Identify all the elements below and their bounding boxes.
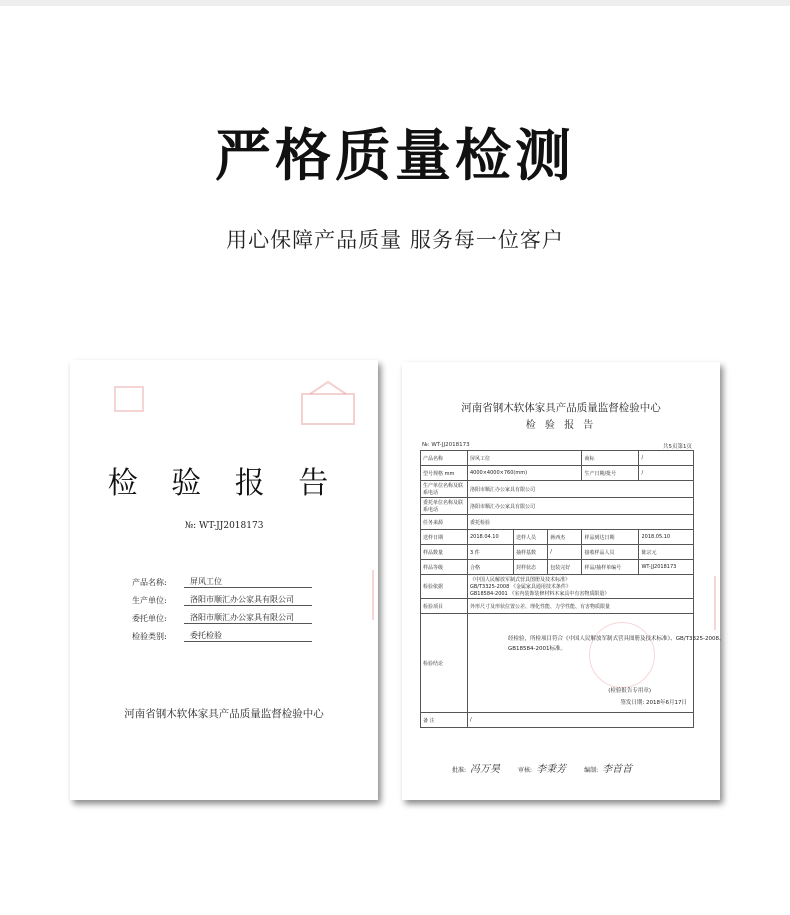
cell-label: 任务来源 <box>421 515 468 530</box>
table-row <box>421 515 694 530</box>
cell-label: 样品数量 <box>421 545 468 560</box>
field-value: 洛阳市顺汇办公家具有限公司 <box>184 594 312 606</box>
field-label: 委托单位: <box>132 614 167 623</box>
basis-line: 《中国人民解放军制式营具图册及技术标准》 <box>470 577 571 583</box>
cell-label: 备 注 <box>421 713 468 728</box>
stamp-mark <box>114 386 144 412</box>
cell-value: 蒋西杰 <box>548 530 582 545</box>
report-cover-page <box>70 360 378 800</box>
basis-line: GB18584-2001 《室内装饰装修材料木家具中有害物质限量》 <box>470 591 610 597</box>
table-row <box>421 599 694 614</box>
cell-label: 送样日期 <box>421 530 468 545</box>
table-row <box>421 481 694 498</box>
cell-label: 封样状态 <box>514 560 548 575</box>
cell-label: 产品名称 <box>421 451 468 466</box>
table-row <box>421 451 694 466</box>
field-client <box>132 606 312 624</box>
report-organization: 河南省钢木软体家具产品质量监督检验中心 <box>461 402 661 414</box>
field-label: 检验类别: <box>132 632 167 641</box>
cell-value: 2018.05.10 <box>639 530 694 545</box>
cover-title: 检 验 报 告 <box>107 466 341 501</box>
seam-stamp <box>364 570 374 620</box>
cell-label: 接收样品人员 <box>582 545 639 560</box>
cell-label: 样品到达日期 <box>582 530 639 545</box>
cell-value: / <box>639 451 694 466</box>
issue-date: 签发日期: 2018年6月17日 <box>620 700 687 706</box>
report-first-page <box>402 362 725 800</box>
conclusion-text: 经检验，所检项目符合《中国人民解放军制式营具图册及技术标准》、GB/T3325-2008、GB18584-2001标准。 <box>508 636 725 652</box>
cell-value: 屏风工位 <box>468 451 582 466</box>
cell-label: 检验项目 <box>421 599 468 614</box>
cell-value: WT-JJ2018173 <box>639 560 694 575</box>
signature-approve: 批准: 冯万昊 <box>452 764 501 775</box>
cell-value: 委托检验 <box>468 515 694 530</box>
field-label: 生产单位: <box>132 596 167 605</box>
page-info: 共5页第1页 <box>663 444 692 450</box>
table-row <box>421 614 694 713</box>
conclusion-cell <box>468 614 725 713</box>
signature-review: 审核: 李秉芳 <box>518 764 567 775</box>
report-number: №: WT-JJ2018173 <box>422 442 470 448</box>
cell-value: 洛阳市顺汇办公家具有限公司 <box>468 481 694 498</box>
field-value: 委托检验 <box>184 630 312 642</box>
cell-value: 2018.04.10 <box>468 530 514 545</box>
cell-value: 4000×4000×760(mm) <box>468 466 582 481</box>
top-divider <box>0 0 790 6</box>
cell-value: 合格 <box>468 560 514 575</box>
table-row <box>421 498 694 515</box>
cell-value: / <box>468 713 694 728</box>
cover-report-number: №: WT-JJ2018173 <box>184 521 264 531</box>
cell-label: 样品/抽样单编号 <box>582 560 639 575</box>
cell-label: 生产单位名称及联系电话 <box>421 481 468 498</box>
cell-label: 检验依据 <box>421 575 468 599</box>
signature-row <box>452 760 712 775</box>
field-value: 洛阳市顺汇办公家具有限公司 <box>184 612 312 624</box>
cell-label: 委托单位名称及联系电话 <box>421 498 468 515</box>
cell-value: 包装完好 <box>548 560 582 575</box>
cell-value: 洛阳市顺汇办公家具有限公司 <box>468 498 694 515</box>
table-row <box>421 545 694 560</box>
cell-label: 抽样基数 <box>514 545 548 560</box>
cell-label: 检验结论 <box>421 614 468 713</box>
cell-label: 商标 <box>582 451 639 466</box>
cell-label: 样品等级 <box>421 560 468 575</box>
field-product-name <box>132 570 312 588</box>
table-row <box>421 713 694 728</box>
basis-line: GB/T3325-2008 《金属家具通用技术条件》 <box>470 584 571 590</box>
field-value: 屏风工位 <box>184 576 312 588</box>
cell-value: / <box>548 545 582 560</box>
cell-label: 生产日期/批号 <box>582 466 639 481</box>
field-label: 产品名称: <box>132 578 167 587</box>
table-row <box>421 575 694 599</box>
page-headline: 严格质量检测 <box>215 124 575 189</box>
field-producer <box>132 588 312 606</box>
cell-value: 外形尺寸及形状位置公差、理化性能、力学性能、有害物质限量 <box>468 599 694 614</box>
inspection-seal <box>589 622 655 688</box>
cell-label: 送样人员 <box>514 530 548 545</box>
cell-value: 3 件 <box>468 545 514 560</box>
certification-seal <box>300 380 356 428</box>
cover-organization: 河南省钢木软体家具产品质量监督检验中心 <box>124 708 324 720</box>
page-subheadline: 用心保障产品质量 服务每一位客户 <box>226 228 564 252</box>
cell-label: 型号规格 mm <box>421 466 468 481</box>
cover-fields <box>132 570 312 642</box>
cell-value: / <box>639 466 694 481</box>
cell-value: 陈宗元 <box>639 545 694 560</box>
report-table <box>420 450 725 728</box>
conclusion-stamp-note: (检验报告专用章) <box>608 688 651 694</box>
cell-value <box>468 575 694 599</box>
table-row <box>421 530 694 545</box>
report-title: 检 验 报 告 <box>525 420 597 431</box>
seam-stamp <box>706 576 716 630</box>
field-inspection-type <box>132 624 312 642</box>
signature-prepare: 编制: 李首首 <box>584 764 633 775</box>
table-row <box>421 466 694 481</box>
table-row <box>421 560 694 575</box>
